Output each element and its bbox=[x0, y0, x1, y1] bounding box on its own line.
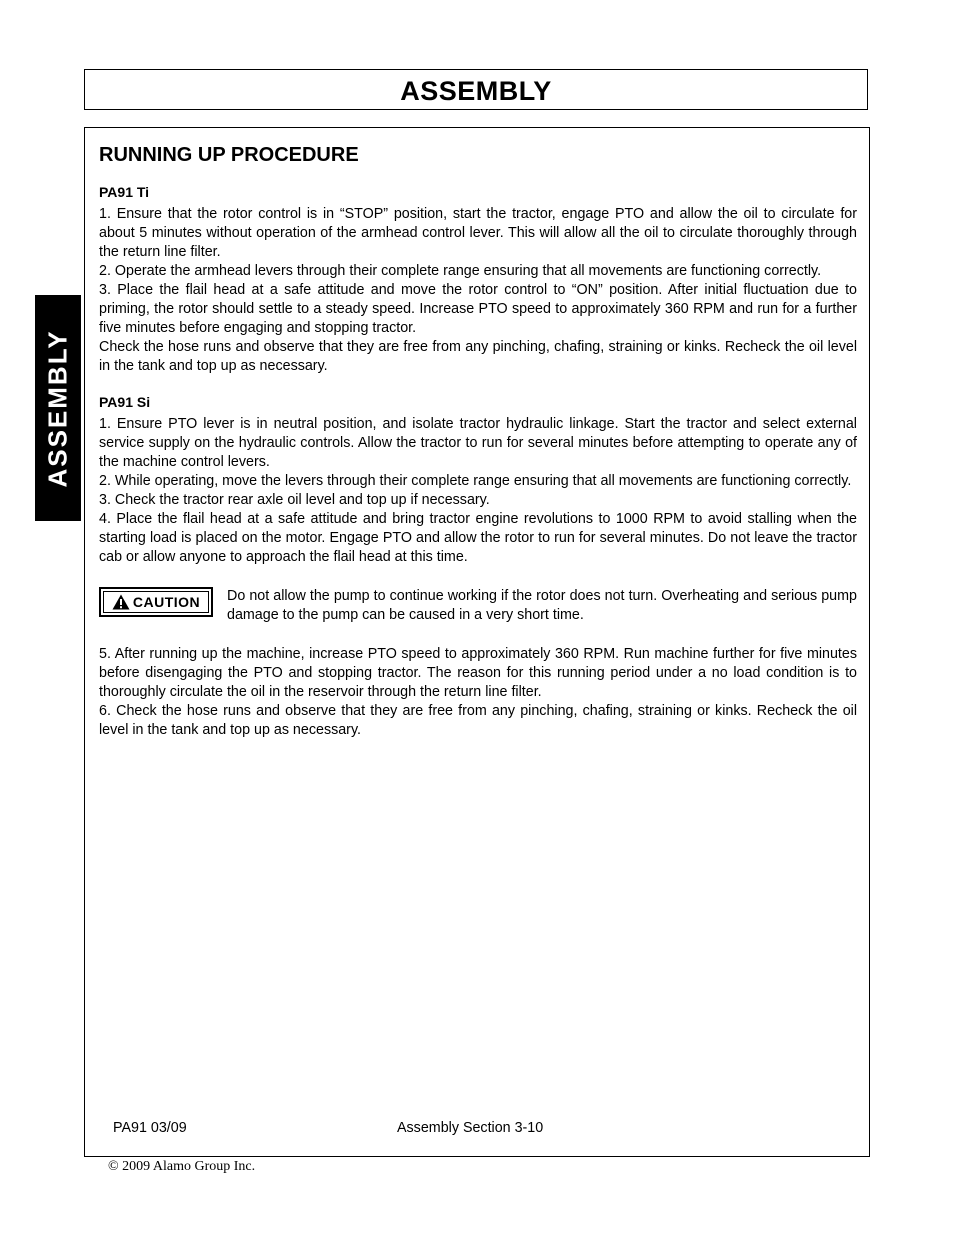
section-title: RUNNING UP PROCEDURE bbox=[99, 144, 359, 166]
si-step-3: 3. Check the tractor rear axle oil level and top up if necessary. bbox=[99, 492, 490, 508]
ti-note: Check the hose runs and observe that they are free from any pinching, chafing, straining or kinks. Recheck the oil level in the tank and top up as necessary. bbox=[99, 339, 857, 374]
footer-section-number: Assembly Section 3-10 bbox=[397, 1120, 544, 1136]
caution-notice bbox=[99, 587, 857, 625]
page-header bbox=[84, 69, 868, 110]
si-step-6: 6. Check the hose runs and observe that they are free from any pinching, chafing, straining or kinks. Recheck the oil level in the tank and top up as necessary. bbox=[99, 703, 857, 738]
subheading-si: PA91 Si bbox=[99, 394, 151, 410]
si-step-2: 2. While operating, move the levers through their complete range ensuring that all movements are functioning correctly. bbox=[99, 473, 852, 489]
side-tab-label: ASSEMBLY bbox=[42, 328, 73, 488]
warning-triangle-icon bbox=[112, 594, 130, 610]
footer-model-date: PA91 03/09 bbox=[113, 1120, 187, 1136]
ti-step-3: 3. Place the flail head at a safe attitude and move the rotor control to “ON” position. After initial fluctuation due to priming, the rotor should settle to a steady speed. Increase PTO speed to approximately 360 RPM and run for a further five minutes before engaging and stopping tractor. bbox=[99, 282, 857, 336]
ti-step-1: 1. Ensure that the rotor control is in “STOP” position, start the tractor, engage PTO and allow the oil to circulate for about 5 minutes without operation of the armhead control lever. This will allow all the oil to circulate thoroughly through the return line filter. bbox=[99, 206, 857, 260]
si-step-5: 5. After running up the machine, increase PTO speed to approximately 360 RPM. Run machine further for five minutes before disengaging the PTO and stopping tractor. The reason for this running period under a no load condition is to thoroughly circulate the oil in the reservoir through the return line filter. bbox=[99, 646, 857, 700]
subheading-ti: PA91 Ti bbox=[99, 184, 150, 200]
caution-label: CAUTION bbox=[132, 594, 201, 610]
caution-badge bbox=[99, 587, 213, 617]
copyright-notice: © 2009 Alamo Group Inc. bbox=[108, 1159, 256, 1174]
caution-badge-inner bbox=[103, 591, 209, 613]
side-tab bbox=[35, 295, 81, 521]
content-frame bbox=[84, 127, 870, 1157]
ti-step-2: 2. Operate the armhead levers through their complete range ensuring that all movements are functioning correctly. bbox=[99, 263, 822, 279]
header-title: ASSEMBLY bbox=[400, 75, 552, 106]
si-step-4: 4. Place the flail head at a safe attitude and bring tractor engine revolutions to 1000 RPM to avoid stalling when the starting load is placed on the motor. Engage PTO and allow the rotor to run for several minutes. Do not leave the tractor cab or allow anyone to approach the flail head at this time. bbox=[99, 511, 857, 565]
si-step-1: 1. Ensure PTO lever is in neutral position, and isolate tractor hydraulic linkage. Start the tractor and select external service supply on the hydraulic controls. Allow the tractor to run for several minutes before attempting to operate any of the machine control levers. bbox=[99, 416, 857, 470]
caution-text: Do not allow the pump to continue working if the rotor does not turn. Overheating and serious pump damage to the pump can be caused in a very short time. bbox=[227, 588, 857, 623]
content-body bbox=[99, 142, 857, 740]
